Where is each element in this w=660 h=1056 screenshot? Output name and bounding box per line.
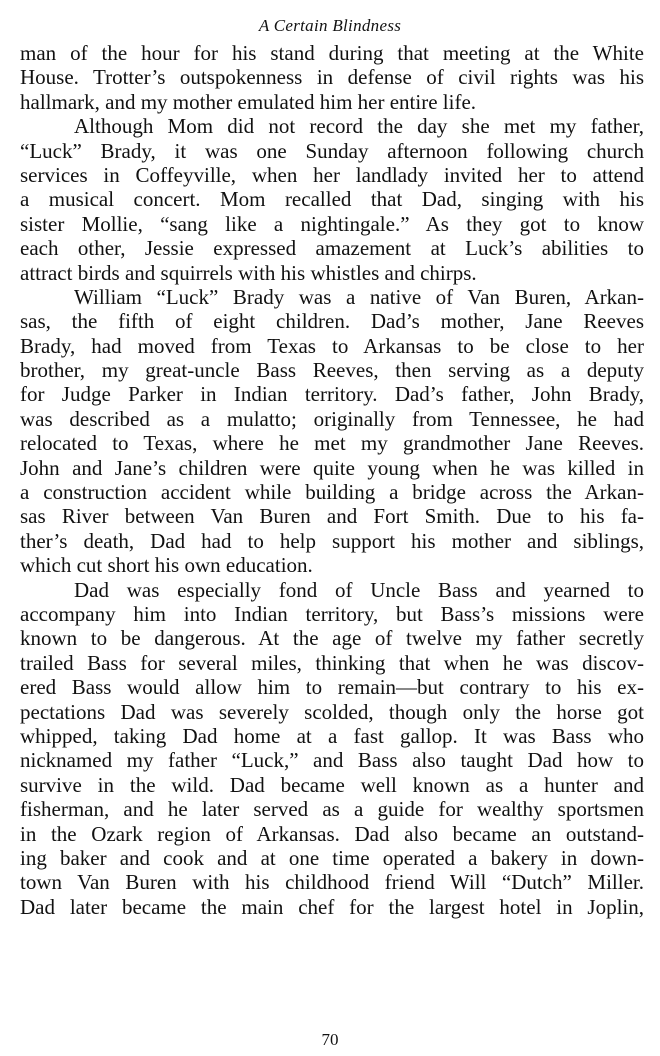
text-line: in the Ozark region of Arkansas. Dad also became an outstand- [20, 821, 644, 846]
text-line: House. Trotter’s outspokenness in defense of civil rights was his [20, 65, 644, 90]
text-line: known to be dangerous. At the age of twelve my father secretly [20, 626, 644, 651]
text-line: ered Bass would allow him to remain—but contrary to his ex- [20, 675, 644, 700]
text-line: “Luck” Brady, it was one Sunday afternoon following church [20, 138, 644, 163]
text-line: Dad was especially fond of Uncle Bass and yearned to [74, 577, 644, 602]
text-line: Although Mom did not record the day she met my father, [74, 114, 644, 139]
text-line: a construction accident while building a bridge across the Arkan- [20, 480, 644, 505]
text-line: whipped, taking Dad home at a fast gallop. It was Bass who [20, 723, 644, 748]
text-line: sister Mollie, “sang like a nightingale.” As they got to know [20, 211, 644, 236]
text-line: accompany him into Indian territory, but Bass’s missions were [20, 601, 644, 626]
text-line: William “Luck” Brady was a native of Van Buren, Arkan- [74, 284, 644, 309]
text-line: Dad later became the main chef for the largest hotel in Joplin, [20, 894, 644, 919]
text-line: a musical concert. Mom recalled that Dad, singing with his [20, 187, 644, 212]
text-line: fisherman, and he later served as a guide for wealthy sportsmen [20, 797, 644, 822]
text-line: attract birds and squirrels with his whistles and chirps. [20, 260, 477, 285]
text-line: hallmark, and my mother emulated him her entire life. [20, 89, 477, 114]
text-line: relocated to Texas, where he met my grandmother Jane Reeves. [20, 431, 644, 456]
text-line: John and Jane’s children were quite young when he was killed in [20, 455, 644, 480]
running-header: A Certain Blindness [258, 16, 402, 35]
text-line: sas, the fifth of eight children. Dad’s mother, Jane Reeves [20, 309, 644, 334]
text-line: each other, Jessie expressed amazement at Luck’s abilities to [20, 236, 644, 261]
text-line: ing baker and cook and at one time operated a bakery in down- [20, 845, 644, 870]
text-line: survive in the wild. Dad became well known as a hunter and [20, 772, 644, 797]
text-line: trailed Bass for several miles, thinking that when he was discov- [20, 650, 644, 675]
text-line: sas River between Van Buren and Fort Smith. Due to his fa- [20, 504, 644, 529]
text-line: services in Coffeyville, when her landlady invited her to attend [20, 162, 644, 187]
text-line: nicknamed my father “Luck,” and Bass also taught Dad how to [20, 748, 644, 773]
text-line: Brady, had moved from Texas to Arkansas to be close to her [20, 333, 644, 358]
text-line: for Judge Parker in Indian territory. Dad’s father, John Brady, [20, 382, 644, 407]
text-line: town Van Buren with his childhood friend Will “Dutch” Miller. [20, 870, 644, 895]
text-line: was described as a mulatto; originally from Tennessee, he had [20, 406, 644, 431]
text-line: brother, my great-uncle Bass Reeves, then serving as a deputy [20, 358, 644, 383]
text-line: which cut short his own education. [20, 553, 313, 578]
text-line: man of the hour for his stand during that meeting at the White [20, 41, 644, 65]
body-text [20, 41, 644, 919]
page-number: 70 [321, 1030, 339, 1049]
text-line: ther’s death, Dad had to help support his mother and siblings, [20, 528, 644, 553]
text-line: pectations Dad was severely scolded, though only the horse got [20, 699, 644, 724]
